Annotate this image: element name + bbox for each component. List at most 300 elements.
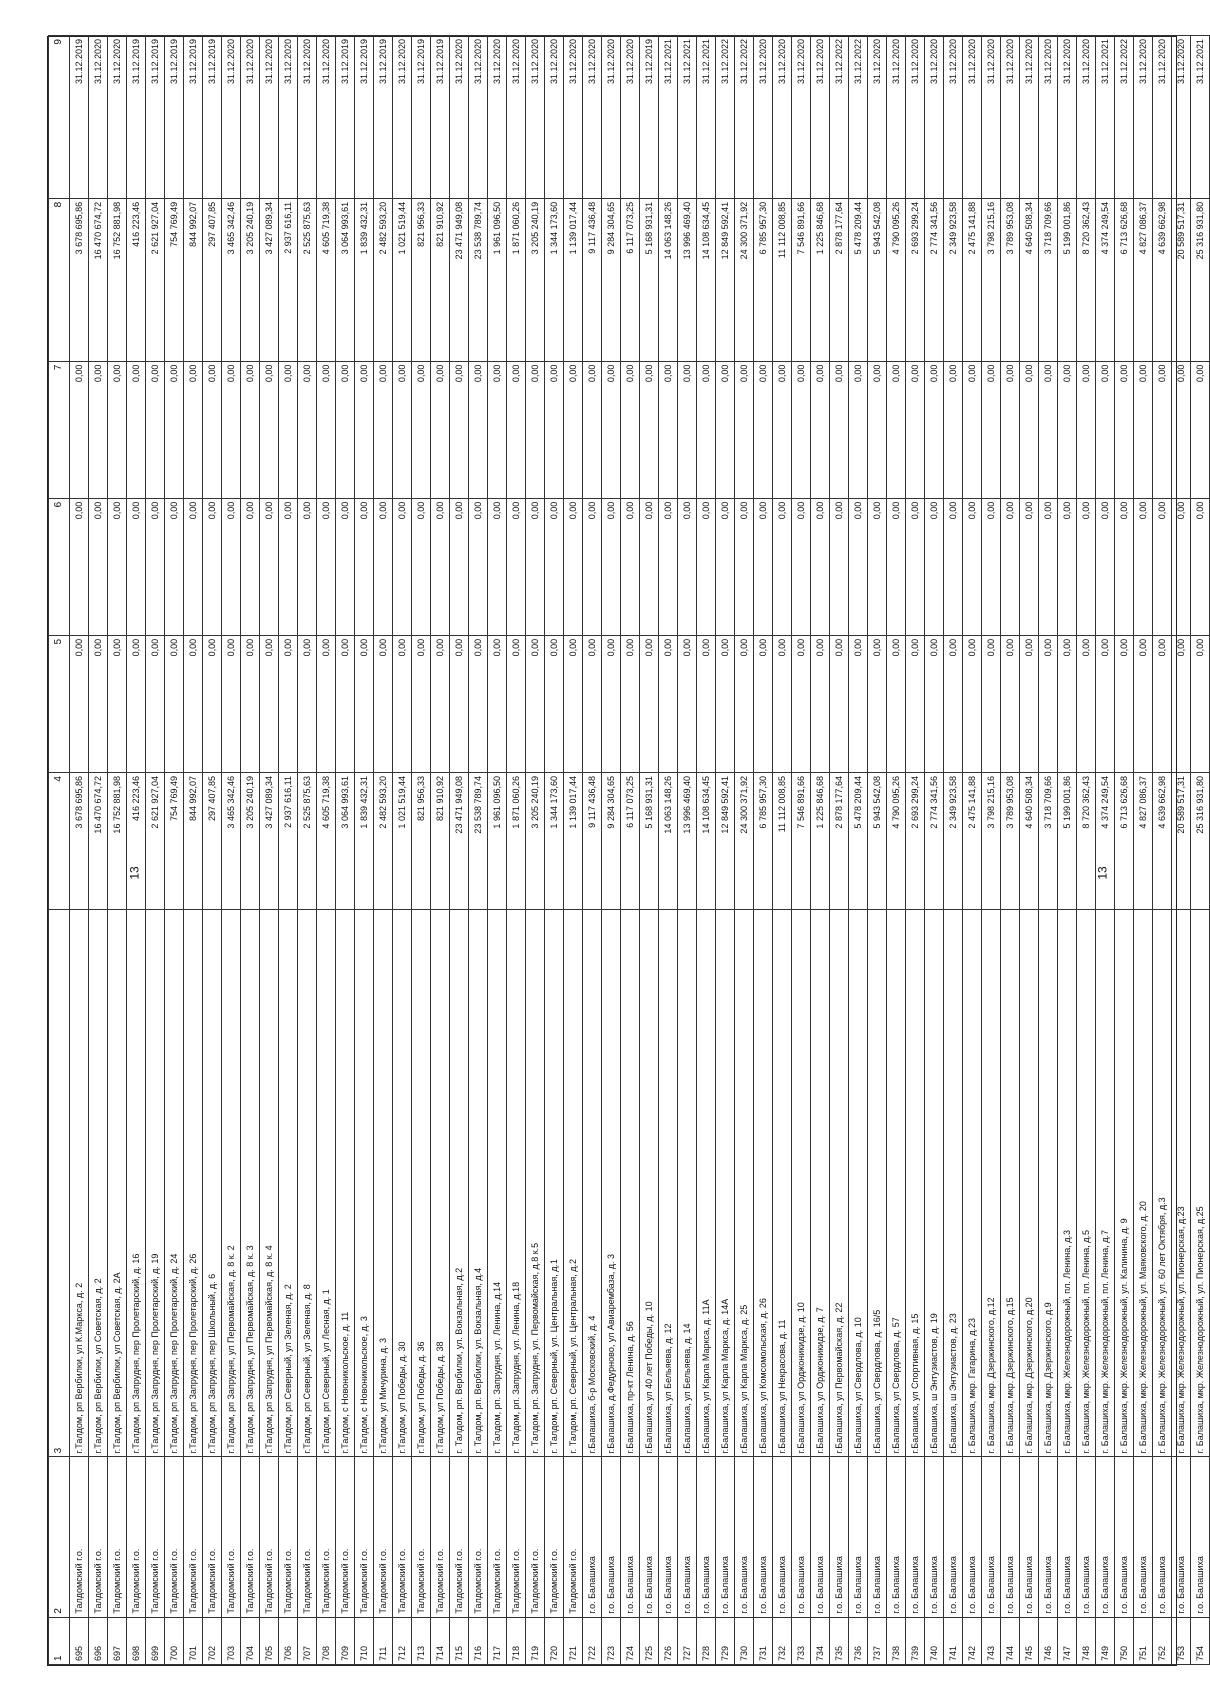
table-cell: 4 790 095,26 [887,773,906,910]
table-cell: г. Балашиха, мкр. Дзержинского, д.12 [982,910,1001,1457]
table-cell: 8 720 362,43 [1077,773,1096,910]
table-cell: г.Балашиха, пр-кт Ленина, д. 56 [621,910,640,1457]
table-cell: 0,00 [792,361,811,498]
table-cell: г.Балашиха, ш Энтузиастов, д. 23 [944,910,963,1457]
table-cell: 0,00 [849,635,868,772]
table-cell: 706 [279,1617,298,1664]
table-cell: 709 [336,1617,355,1664]
table-cell: 31.12.2021 [1096,36,1115,199]
table-cell: г.Талдом, рп Северный, ул Зеленая, д. 2 [279,910,298,1457]
table-cell: 3 789 953,08 [1001,198,1020,361]
table-cell: 0,00 [659,635,678,772]
table-cell: 0,00 [1191,498,1210,635]
table-cell: г. Талдом, рп. Вербилки, ул. Вокзальная, д.4 [469,910,488,1457]
table-cell: 0,00 [697,635,716,772]
table-cell: 749 [1096,1617,1115,1664]
table-cell: 13 996 469,40 [678,773,697,910]
table-cell: 11 112 008,85 [773,773,792,910]
column-number-row [49,36,70,1665]
table-cell: 31.12.2020 [906,36,925,199]
register-table [48,35,1210,1665]
col-header: 3 [49,910,70,1457]
table-cell: 0,00 [431,635,450,772]
table-cell: 5 199 001,86 [1058,198,1077,361]
table-cell: 0,00 [298,361,317,498]
table-cell: 9 284 304,65 [602,198,621,361]
table-cell: 699 [146,1617,165,1664]
table-cell: 12 849 592,41 [716,773,735,910]
table-row [1134,36,1153,1665]
table-cell: Талдомский г.о. [488,1457,507,1617]
table-row [1153,36,1172,1665]
table-cell: г.о. Балашиха [1172,1457,1191,1617]
table-row [621,36,640,1665]
table-row [849,36,868,1665]
table-cell: 821 956,33 [412,198,431,361]
table-cell: г. Талдом, рп. Северный, ул. Центральная, д.2 [564,910,583,1457]
table-cell: 31.12.2019 [374,36,393,199]
table-cell: 0,00 [583,635,602,772]
table-cell: 0,00 [564,498,583,635]
table-cell: 0,00 [678,635,697,772]
table-cell: Талдомский г.о. [146,1457,165,1617]
table-cell: 4 605 719,38 [317,773,336,910]
table-cell: 31.12.2020 [488,36,507,199]
table-cell: 2 525 875,63 [298,773,317,910]
table-cell: 31.12.2020 [526,36,545,199]
table-cell: 31.12.2020 [1172,36,1191,199]
table-cell: г.Балашиха, ул Орджоникидзе, д. 10 [792,910,811,1457]
table-cell: 735 [830,1617,849,1664]
table-cell: 31.12.2022 [1115,36,1134,199]
table-cell: 0,00 [602,498,621,635]
table-cell: 0,00 [583,498,602,635]
table-cell: 695 [70,1617,89,1664]
table-cell: 2 349 923,58 [944,773,963,910]
table-cell: 3 678 695,86 [70,773,89,910]
table-cell: г.о. Балашиха [1058,1457,1077,1617]
table-cell: г.о. Балашиха [849,1457,868,1617]
table-cell: 4 790 095,26 [887,198,906,361]
table-cell: 0,00 [431,498,450,635]
table-cell: 31.12.2020 [1058,36,1077,199]
table-cell: 754 769,49 [165,198,184,361]
table-cell: 31.12.2020 [507,36,526,199]
table-cell: г.о. Балашиха [697,1457,716,1617]
table-cell: 741 [944,1617,963,1664]
table-row [583,36,602,1665]
table-cell: г.о. Балашиха [868,1457,887,1617]
col-header: 5 [49,635,70,772]
table-cell: г.о. Балашиха [1134,1457,1153,1617]
table-cell: 0,00 [374,498,393,635]
table-cell: 0,00 [868,498,887,635]
table-cell: 4 605 719,38 [317,198,336,361]
table-cell: 25 316 931,80 [1191,198,1210,361]
table-cell: 5 943 542,08 [868,198,887,361]
table-cell: 0,00 [165,635,184,772]
table-row [982,36,1001,1665]
table-cell: 0,00 [944,498,963,635]
table-cell: 23 471 949,08 [450,773,469,910]
table-cell: 16 470 674,72 [89,198,108,361]
table-cell: 0,00 [412,361,431,498]
table-cell: 0,00 [621,498,640,635]
table-cell: 31.12.2020 [925,36,944,199]
table-cell: 0,00 [659,498,678,635]
table-cell: 5 168 931,31 [640,198,659,361]
table-cell: Талдомский г.о. [374,1457,393,1617]
table-cell: 752 [1153,1617,1172,1664]
table-cell: 31.12.2020 [602,36,621,199]
table-cell: 7 546 891,66 [792,198,811,361]
table-cell: г.Балашиха, ул Свердлова, д. 57 [887,910,906,1457]
table-cell: 0,00 [526,498,545,635]
table-cell: 754 [1191,1617,1210,1664]
table-cell: 31.12.2020 [1153,36,1172,199]
table-cell: 0,00 [887,635,906,772]
table-cell: 0,00 [507,361,526,498]
table-cell: 4 639 662,98 [1153,773,1172,910]
table-row [659,36,678,1665]
table-cell: 0,00 [963,498,982,635]
table-cell: 0,00 [1115,361,1134,498]
table-cell: 0,00 [70,498,89,635]
table-cell: г. Талдом, рп. Запрудня, ул. Ленина, д.14 [488,910,507,1457]
table-cell: 0,00 [127,635,146,772]
table-row [279,36,298,1665]
table-cell: 0,00 [963,635,982,772]
table-cell: 2 621 927,04 [146,773,165,910]
table-cell: 31.12.2020 [564,36,583,199]
table-cell: 0,00 [355,361,374,498]
table-row [678,36,697,1665]
table-row [412,36,431,1665]
table-cell: 0,00 [450,361,469,498]
table-cell: 0,00 [1153,635,1172,772]
table-cell: 2 475 141,88 [963,773,982,910]
table-cell: 3 205 240,19 [526,198,545,361]
table-cell: 2 937 616,11 [279,198,298,361]
table-cell: 0,00 [564,635,583,772]
table-cell: 0,00 [887,361,906,498]
table-cell: г. Балашиха, мкр. Железнодорожный, ул. Маяковского, д. 20 [1134,910,1153,1457]
table-cell: 0,00 [393,635,412,772]
table-cell: г.Балашиха, ул 40 лет Победы, д. 10 [640,910,659,1457]
table-cell: 5 478 209,44 [849,198,868,361]
table-cell: 0,00 [697,361,716,498]
table-row [1001,36,1020,1665]
table-cell: 821 910,92 [431,773,450,910]
table-cell: Талдомский г.о. [450,1457,469,1617]
table-cell: 0,00 [165,498,184,635]
table-cell: 0,00 [982,635,1001,772]
table-cell: 2 349 923,58 [944,198,963,361]
table-cell: 0,00 [1001,635,1020,772]
table-cell: Талдомский г.о. [412,1457,431,1617]
table-cell: 31.12.2020 [944,36,963,199]
table-cell: 0,00 [317,635,336,772]
table-cell: 1 225 846,68 [811,773,830,910]
table-cell: Талдомский г.о. [564,1457,583,1617]
table-cell: 31.12.2020 [89,36,108,199]
table-cell: 31.12.2022 [849,36,868,199]
table-cell: г.Талдом, с Новоникольское, д. 3 [355,910,374,1457]
table-cell: г.о. Балашиха [1020,1457,1039,1617]
table-cell: 31.12.2020 [260,36,279,199]
table-cell: 31.12.2022 [716,36,735,199]
table-cell: 0,00 [127,498,146,635]
table-cell: 3 798 215,16 [982,773,1001,910]
table-cell: г.Талдом, рп Запрудня, пер Пролетарский, д. 16 [127,910,146,1457]
table-cell: г.о. Балашиха [1115,1457,1134,1617]
table-cell: 0,00 [811,361,830,498]
table-cell: 2 525 875,63 [298,198,317,361]
table-cell: Талдомский г.о. [393,1457,412,1617]
table-cell: 718 [507,1617,526,1664]
table-cell: 0,00 [716,361,735,498]
table-cell: 701 [184,1617,203,1664]
table-cell: 0,00 [773,498,792,635]
table-cell: Талдомский г.о. [241,1457,260,1617]
table-cell: 6 785 957,30 [754,773,773,910]
table-cell: 31.12.2020 [792,36,811,199]
table-cell: 0,00 [1039,498,1058,635]
table-row [393,36,412,1665]
table-cell: 1 871 060,26 [507,198,526,361]
table-cell: 31.12.2020 [108,36,127,199]
table-row [469,36,488,1665]
table-cell: 5 168 931,31 [640,773,659,910]
table-cell: 9 284 304,65 [602,773,621,910]
table-cell: 0,00 [906,635,925,772]
table-cell: 1 871 060,26 [507,773,526,910]
table-cell: 753 [1172,1617,1191,1664]
table-cell: 4 374 249,54 [1096,198,1115,361]
table-cell: г. Балашиха, мкр. Гагарина, д.23 [963,910,982,1457]
table-cell: 31.12.2019 [431,36,450,199]
table-cell: 14 063 148,26 [659,773,678,910]
table-cell: 0,00 [716,498,735,635]
table-cell: 297 407,85 [203,198,222,361]
table-cell: 0,00 [412,635,431,772]
table-cell: 0,00 [697,498,716,635]
table-cell: 31.12.2021 [678,36,697,199]
table-cell: г.Балашиха, ул Бельяева, д. 12 [659,910,678,1457]
table-cell: Талдомский г.о. [165,1457,184,1617]
table-cell: 0,00 [963,361,982,498]
table-cell: г.Балашиха, ш Энтузиастов, д. 19 [925,910,944,1457]
table-cell: 0,00 [89,635,108,772]
table-cell: 31.12.2020 [982,36,1001,199]
table-cell: 0,00 [1134,361,1153,498]
table-cell: 31.12.2020 [621,36,640,199]
table-cell: 6 713 626,68 [1115,773,1134,910]
table-cell: 0,00 [735,635,754,772]
table-row [1039,36,1058,1665]
table-cell: г.о. Балашиха [792,1457,811,1617]
table-row [1096,36,1115,1665]
table-cell: Талдомский г.о. [127,1457,146,1617]
table-cell: 9 117 436,48 [583,198,602,361]
table-cell: 728 [697,1617,716,1664]
table-row [431,36,450,1665]
table-cell: 0,00 [279,498,298,635]
table-cell: 0,00 [925,635,944,772]
table-cell: 0,00 [241,635,260,772]
table-row [127,36,146,1665]
table-cell: г.о. Балашиха [754,1457,773,1617]
table-cell: 3 064 993,61 [336,773,355,910]
table-cell: 14 063 148,26 [659,198,678,361]
table-row [1172,36,1191,1665]
table-cell: 0,00 [469,361,488,498]
table-cell: 3 205 240,19 [526,773,545,910]
table-cell: 2 482 593,20 [374,773,393,910]
table-cell: 0,00 [868,361,887,498]
table-cell: 0,00 [982,361,1001,498]
table-cell: 6 785 957,30 [754,198,773,361]
table-cell: 0,00 [279,635,298,772]
table-cell: 31.12.2020 [1020,36,1039,199]
table-cell: 0,00 [374,361,393,498]
table-cell: 3 789 953,08 [1001,773,1020,910]
table-row [70,36,89,1665]
table-cell: 750 [1115,1617,1134,1664]
table-cell: г.о. Балашиха [621,1457,640,1617]
table-cell: 0,00 [754,635,773,772]
table-cell: г. Талдом, рп. Запрудня, ул. Первомайская, д.8 к.5 [526,910,545,1457]
table-cell: 0,00 [317,361,336,498]
table-cell: 0,00 [1096,635,1115,772]
table-cell: 844 992,07 [184,198,203,361]
table-cell: Талдомский г.о. [203,1457,222,1617]
table-cell: 0,00 [773,361,792,498]
table-cell: г.о. Балашиха [773,1457,792,1617]
table-cell: г.о. Балашиха [944,1457,963,1617]
table-cell: 31.12.2019 [412,36,431,199]
table-cell: 0,00 [640,498,659,635]
table-row [184,36,203,1665]
table-cell: г. Балашиха, мкр. Железнодорожный, ул. Пионерская, д.23 [1172,910,1191,1457]
table-cell: г. Балашиха, мкр. Дзержинского, д.9 [1039,910,1058,1457]
table-cell: 3 465 342,46 [222,198,241,361]
table-cell: г.Талдом, рп Запрудня, ул Первомайская, д. 8 к. 4 [260,910,279,1457]
table-cell: 0,00 [1077,361,1096,498]
table-cell: 0,00 [70,361,89,498]
table-cell: 4 827 086,37 [1134,198,1153,361]
table-cell: 0,00 [678,498,697,635]
table-cell: 0,00 [754,498,773,635]
table-row [545,36,564,1665]
table-cell: 0,00 [1077,498,1096,635]
table-cell: 708 [317,1617,336,1664]
table-cell: г.Талдом, рп Запрудня, ул Первомайская, д. 8 к. 3 [241,910,260,1457]
table-cell: 0,00 [811,635,830,772]
table-row [1191,36,1210,1665]
table-cell: г.Талдом, ул Победы, д. 30 [393,910,412,1457]
table-cell: 745 [1020,1617,1039,1664]
table-row [203,36,222,1665]
table-cell: 0,00 [944,635,963,772]
table-cell: г.о. Балашиха [735,1457,754,1617]
table-cell: Талдомский г.о. [545,1457,564,1617]
table-cell: 2 878 177,64 [830,773,849,910]
table-cell: 748 [1077,1617,1096,1664]
table-cell: 700 [165,1617,184,1664]
table-cell: 0,00 [640,635,659,772]
table-cell: 31.12.2019 [355,36,374,199]
table-cell: 31.12.2019 [203,36,222,199]
table-cell: 710 [355,1617,374,1664]
table-cell: г. Балашиха, мкр. Железнодорожный, ул. 60 лет Октября, д.3 [1153,910,1172,1457]
table-cell: 0,00 [1020,361,1039,498]
table-cell: 31.12.2019 [165,36,184,199]
table-cell: 740 [925,1617,944,1664]
table-cell: 0,00 [792,635,811,772]
table-cell: Талдомский г.о. [89,1457,108,1617]
table-cell: 1 961 096,50 [488,198,507,361]
table-row [89,36,108,1665]
table-cell: г.о. Балашиха [1001,1457,1020,1617]
table-cell: 24 300 371,92 [735,773,754,910]
table-cell: 0,00 [906,361,925,498]
table-cell: Талдомский г.о. [336,1457,355,1617]
table-cell: 3 064 993,61 [336,198,355,361]
table-cell: 0,00 [108,498,127,635]
table-cell: г. Балашиха, мкр. Дзержинского, д.20 [1020,910,1039,1457]
table-cell: Талдомский г.о. [431,1457,450,1617]
table-row [298,36,317,1665]
col-header: 9 [49,36,70,199]
table-cell: 0,00 [925,361,944,498]
table-cell: 4 374 249,54 [1096,773,1115,910]
table-cell: 0,00 [906,498,925,635]
table-cell: 2 937 616,11 [279,773,298,910]
table-cell: 0,00 [260,498,279,635]
table-cell: 0,00 [507,498,526,635]
table-cell: 0,00 [602,635,621,772]
table-cell: 3 798 215,16 [982,198,1001,361]
table-cell: г.о. Балашиха [906,1457,925,1617]
table-cell: 754 769,49 [165,773,184,910]
table-cell: 297 407,85 [203,773,222,910]
table-cell: г.Балашиха, ул Комсомольская, д. 26 [754,910,773,1457]
table-cell: 725 [640,1617,659,1664]
table-cell: 738 [887,1617,906,1664]
table-cell: г.о. Балашиха [830,1457,849,1617]
table-row [1020,36,1039,1665]
table-cell: 0,00 [222,498,241,635]
table-cell: 730 [735,1617,754,1664]
table-cell: 31.12.2020 [583,36,602,199]
table-cell: 0,00 [982,498,1001,635]
table-cell: 31.12.2020 [773,36,792,199]
table-cell: г.Талдом, рп Запрудня, пер Пролетарский, д. 26 [184,910,203,1457]
table-cell: Талдомский г.о. [317,1457,336,1617]
table-cell: г.Талдом, ул Победы, д. 36 [412,910,431,1457]
col-header: 4 [49,773,70,910]
table-row [697,36,716,1665]
table-cell: 1 839 432,31 [355,198,374,361]
table-cell: 1 344 173,60 [545,773,564,910]
table-cell: 0,00 [773,635,792,772]
table-cell: 0,00 [545,498,564,635]
table-cell: 0,00 [165,361,184,498]
table-cell: г.Балашиха, ул Некрасова, д. 11 [773,910,792,1457]
table-cell: г. Балашиха, мкр. Железнодорожный, пл. Ленина, д.5 [1077,910,1096,1457]
table-row [1058,36,1077,1665]
